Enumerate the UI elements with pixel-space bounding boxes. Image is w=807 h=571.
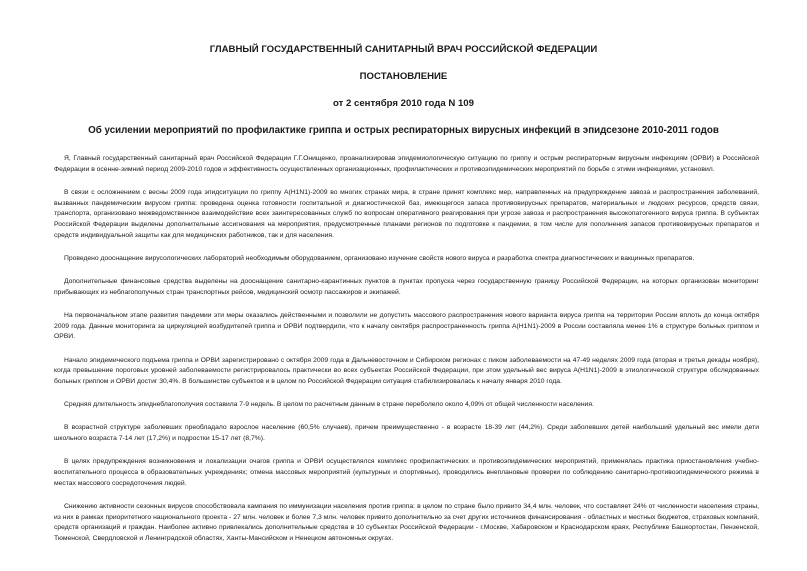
paragraph-4: Дополнительные финансовые средства выделены на дооснащение санитарно-карантинных пунктов в пунктах пропуска через государственную границу Российской Федерации, на которых организован мониторинг прибывающих из неблагополучных стран транспортных рейсов, медицинский осмотр пассажиров и экипажей. xyxy=(54,278,759,296)
document-type: ПОСТАНОВЛЕНИЕ xyxy=(359,71,448,82)
paragraph-9: В целях предупреждения возникновения и локализации очагов гриппа и ОРВИ осуществлялся комплекс профилактических и противоэпидемических мероприятий, применялась практика приостановления учебно-воспитательного процесса в образовательных учреждениях; отмена массовых мероприятий (культурных и спортивных), проводились внеплановые проверки по соблюдению санитарно-противоэпидемического режима в местах массового сосредоточения людей. xyxy=(54,458,759,487)
paragraph-8: В возрастной структуре заболевших преобладало взрослое население (60,5% случаев), причем преимущественно - в возрасте 18-39 лет (44,2%). Среди заболевших детей наибольший удельный вес имели дети школьного возраста 7-14 лет (17,2%) и подростки 15-17 лет (8,7%). xyxy=(54,424,759,443)
document-body xyxy=(54,154,759,557)
paragraph-1: Я, Главный государственный санитарный врач Российской Федерации Г.Г.Онищенко, проанализировав эпидемиологическую ситуацию по гриппу и острым респираторным вирусным инфекциям (ОРВИ) в Российской Федерации в осенне-зимний период 2009-2010 годов и эффективность осуществленных организационных, профилактических и противоэпидемических мероприятий по борьбе с этими инфекциями, установил. xyxy=(54,155,759,173)
issuing-authority: ГЛАВНЫЙ ГОСУДАРСТВЕННЫЙ САНИТАРНЫЙ ВРАЧ РОССИЙСКОЙ ФЕДЕРАЦИИ xyxy=(209,44,598,55)
paragraph-7: Средняя длительность эпиднеблагополучия составила 7-9 недель. В целом по расчетным данным в стране переболело около 4,09% от общей численности населения. xyxy=(64,401,594,409)
paragraph-6: Начало эпидемического подъема гриппа и ОРВИ зарегистрировано с октября 2009 года в Дальневосточном и Сибирском регионах с пиком заболеваемости на 47-49 неделях 2009 года (вторая и третья декады ноября), когда превышение пороговых уровней заболеваемости регистрировалось практически во всех субъектах Российской Федерации, при этом удельный вес вируса A(H1N1)-2009 в этиологической структуре обследованных больных гриппом и ОРВИ достиг 30,4%. В большинстве субъектов и в целом по Российской Федерации ситуация стабилизировалась к началу января 2010 года. xyxy=(54,356,759,386)
paragraph-3: Проведено дооснащение вирусологических лабораторий необходимым оборудованием, организовано изучение свойств нового вируса и разработка спектра диагностических и вакцинных препаратов. xyxy=(64,254,695,262)
paragraph-10: Снижению активности сезонных вирусов способствовала кампания по иммунизации населения против гриппа: в целом по стране было привито 34,4 млн. человек, что составляет 24% от численности населения страны, из них в рамках приоритетного национального проекта - 27 млн. человек и более 7,3 млн. человек привито дополнительно за счет других источников финансирования - областных и местных бюджетов, страховых компаний, средств организаций и граждан. Наиболее активно привлекались дополнительные средства в 10 субъектах Российской Федерации - г.Москве, Хабаровском и Краснодарском краях, Республике Башкортостан, Пензенской, Тюменской, Свердловской и Ленинградской областях, Ханты-Мансийском и Ненецком автономных округах. xyxy=(54,502,759,543)
paragraph-2: В связи с осложнением с весны 2009 года эпидситуации по гриппу A(H1N1)-2009 во многих странах мира, в стране принят комплекс мер, направленных на предупреждение завоза и распространения заболеваний, вызванных пандемическим вирусом гриппа: проведена оценка готовности госпитальной и диагностической баз, имеющегося запаса противовирусных препаратов, материальных и людских ресурсов, средств связи, транспорта, организовано межведомственное взаимодействие всех заинтересованных служб по вопросам оперативного реагирования при угрозе завоза и распространения высокопатогенного вируса гриппа. В субъектах Российской Федерации выделены дополнительные ассигнования на мероприятия, предусмотренные планами регионов по подготовке к пандемии, в том числе для пополнения запасов противовирусных препаратов и средств индивидуальной защиты как для медицинских работников, так и для населения. xyxy=(54,188,759,239)
paragraph-5: На первоначальном этапе развития пандемии эти меры оказались действенными и позволили не допустить массового распространения нового варианта вируса гриппа на территории России вплоть до конца октября 2009 года. Данные мониторинга за циркуляцией возбудителей гриппа и ОРВИ подтвердили, что к началу сентября распространенность гриппа A(H1N1)-2009 в России составляла менее 1% в структуре больных гриппом и ОРВИ. xyxy=(54,312,759,341)
document-date-number: от 2 сентября 2010 года N 109 xyxy=(333,98,474,109)
document-title: Об усилении мероприятий по профилактике гриппа и острых респираторных вирусных инфекций в эпидсезоне 2010-2011 годов xyxy=(88,125,719,136)
